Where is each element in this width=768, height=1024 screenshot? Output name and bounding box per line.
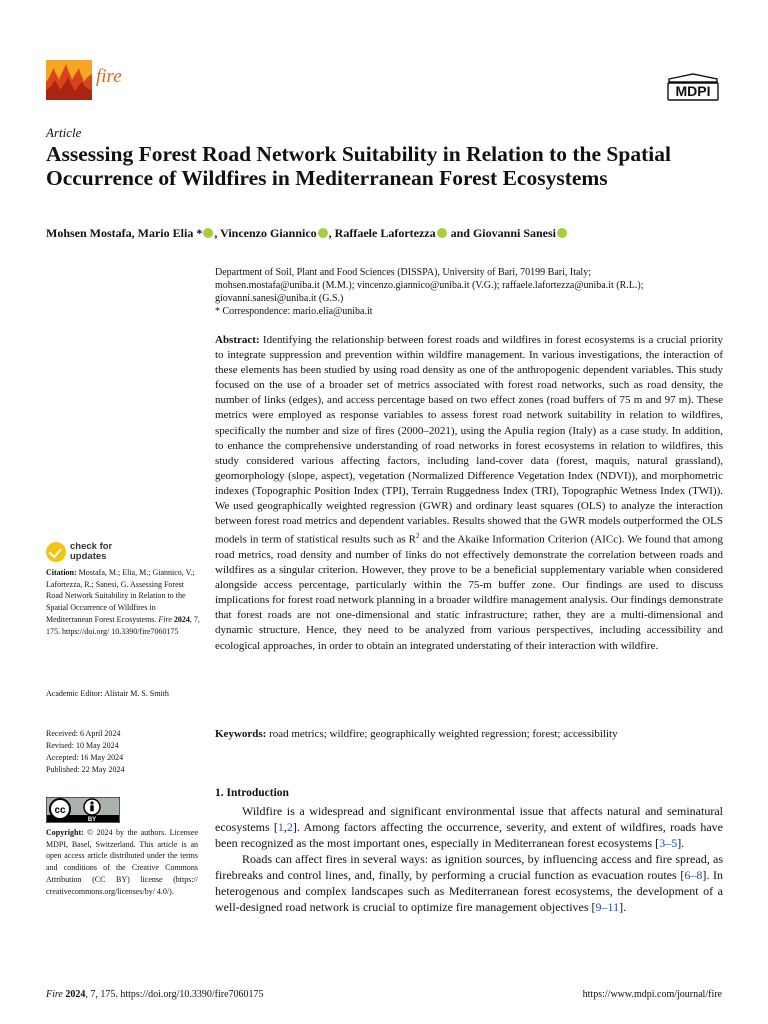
reference-link[interactable]: 1 (277, 820, 284, 834)
published-date: Published: 22 May 2024 (46, 764, 125, 774)
check-updates-icon (46, 542, 66, 562)
author-group-4: and Giovanni Sanesi (447, 226, 556, 240)
text: , (283, 820, 287, 834)
orcid-icon[interactable] (437, 228, 447, 238)
citation-label: Citation: (46, 568, 77, 577)
reference-link[interactable]: 2 (286, 820, 293, 834)
copyright-block (46, 827, 198, 897)
fire-journal-logo (46, 60, 92, 100)
keywords-text: road metrics; wildfire; geographically weighted regression; forest; accessibility (266, 728, 618, 740)
journal-name: fire (96, 66, 122, 87)
footer-year: 2024 (62, 989, 86, 1000)
email-line: giovanni.sanesi@uniba.it (G.S.) (215, 293, 344, 304)
superscript: 2 (416, 532, 420, 541)
paragraph (215, 851, 723, 915)
reference-link[interactable]: 6–8 (684, 868, 703, 882)
correspondence-line: * Correspondence: mario.elia@uniba.it (215, 306, 373, 317)
orcid-icon[interactable] (557, 228, 567, 238)
revised-date: Revised: 10 May 2024 (46, 740, 119, 750)
article-title: Assessing Forest Road Network Suitability in Relation to the Spatial Occurrence of Wildfires in Mediterranean Forest Ecosystems (46, 142, 671, 190)
keywords-label: Keywords: (215, 728, 267, 740)
author-group-3: , Raffaele Lafortezza (328, 226, 436, 240)
orcid-icon[interactable] (318, 228, 328, 238)
dates-block (46, 728, 202, 776)
by-text: BY (87, 817, 97, 823)
author-list (46, 226, 726, 241)
updates-line: updates (70, 551, 107, 562)
footer-citation (46, 989, 264, 1000)
affiliation-block (215, 266, 725, 318)
mdpi-logo (665, 72, 721, 102)
abstract-label: Abstract: (215, 334, 260, 346)
copyright-label: Copyright: (46, 828, 84, 837)
citation-text: Mostafa, M.; Elia, M.; Giannico, V.; Lafortezza, R.; Sanesi, G. Assessing Forest Road Network Suitability in Relation to the Spatial Occurrence of Wildfires in Mediterranean Forest Ecosystems. (46, 568, 195, 624)
reference-link[interactable]: 3–5 (659, 836, 678, 850)
text: Wildfire is a widespread and significant environmental issue that affects natural and seminatural ecosystems [ (215, 804, 723, 834)
author-group-2: , Vincenzo Giannico (214, 226, 317, 240)
article-type: Article (46, 125, 82, 140)
footer-journal: Fire (46, 989, 63, 1000)
reference-link[interactable]: 9–11 (595, 900, 620, 914)
abstract (215, 333, 723, 654)
paragraph (215, 803, 723, 851)
footer-doi[interactable]: , 7, 175. https://doi.org/10.3390/fire7060175 (85, 989, 264, 1000)
text: Roads can affect fires in several ways: as ignition sources, by influencing access and fire spread, as firebreaks and control lines, and, finally, by performing a crucial function as evacuation routes [ (215, 852, 723, 882)
copyright-text: © 2024 by the authors. Licensee MDPI, Basel, Switzerland. This article is an open access article distributed under the terms and conditions of the Creative Commons Attribution (CC BY) license (https:// creativecommons.org/licenses/by/ 4.0/). (46, 828, 198, 896)
citation-block (46, 567, 202, 637)
svg-text:MDPI: MDPI (675, 83, 711, 99)
affiliation-line: Department of Soil, Plant and Food Sciences (DISSPA), University of Bari, 70199 Bari, Italy; (215, 267, 591, 278)
text: ]. Among factors affecting the occurrence, severity, and extent of wildfires, roads have been recognized as the most important ones, especially in Mediterranean forest ecosystems [ (215, 820, 723, 850)
accepted-date: Accepted: 16 May 2024 (46, 752, 124, 762)
citation-journal: Fire (158, 614, 172, 624)
abstract-text: and the Akaike Information Criterion (AICc). We found that among road metrics, road density and number of links do not effectively demonstrate the correlation between roads and wildfires as a singular criterion. However, they prove to be a beneficial supplementary variable when considered alongside access percentage, particularly within the 75-m buffer zone. Our findings are used to discuss implications for forest road network planning in a broader wildfire management analysis. Our findings demonstrate that forest roads are not one-dimensional and static infrastructure; rather, they are a multi-dimensional and dynamic structure. Hence, they need to be analyzed from various perspectives, including accessibility and ecological approaches, in order to obtain an integrated understating of their interaction with wildfire. (215, 533, 723, 652)
cc-text: cc (54, 805, 66, 816)
footer-journal-url[interactable]: https://www.mdpi.com/journal/fire (582, 989, 722, 1000)
introduction-body (215, 803, 723, 915)
updates-line: check for (70, 541, 113, 552)
citation-year: 2024 (171, 614, 190, 624)
abstract-text: Identifying the relationship between forest roads and wildfires in forest ecosystems is a crucial priority to integrate suppression and prevention within wildfire management. In various investigations, the interaction of these elements has been studied by using road density as one of the anthropogenic dependent variables. This study focused on the use of a broader set of metrics associated with forest road networks, such as road density, the number of links (edges), and access percentage based on two effect zones (road buffers of 75 m and 97 m). These metrics were employed as response variables to assess forest road network suitability in relation to wildfires, specifically the number and size of fires (2000–2021), using the Apulia region (Italy) as a case study. In addition, to enhance the comprehensive understanding of road networks in forest ecosystems in relation to wildfires, this study considered various affecting factors, including land-cover data (forest, maquis, natural grassland), geomorphology (slope, aspect), vegetation (Normalized Difference Vegetation Index (NDVI)), and morphometric indexes (Topographic Position Index (TPI), Terrain Ruggedness Index (TRI), Topographic Wetness Index (TWI)). We used geographically weighted regression (GWR) and ordinary least squares (OLS) to analyze the interaction between forest road metrics and dependent variables. Results showed that the GWR models outperformed the OLS models in term of statistical results such as R (215, 334, 723, 546)
text: ]. (677, 836, 685, 850)
orcid-icon[interactable] (203, 228, 213, 238)
text: ]. (619, 900, 627, 914)
check-for-updates-badge[interactable] (46, 542, 166, 564)
cc-by-license-icon[interactable] (46, 797, 120, 823)
section-heading: 1. Introduction (215, 787, 289, 799)
email-line: mohsen.mostafa@uniba.it (M.M.); vincenzo.giannico@uniba.it (V.G.); raffaele.lafortezza@uniba.it (R.L.); (215, 280, 644, 291)
academic-editor: Academic Editor: Alistair M. S. Smith (46, 689, 169, 698)
received-date: Received: 6 April 2024 (46, 729, 121, 738)
keywords (215, 727, 723, 742)
text: ]. In heterogenous and complex landscapes such as Mediterranean forest ecosystems, the development of a well-designed road network is crucial to optimize fire management objectives [ (215, 868, 723, 914)
citation-doi[interactable]: , 7, 175. https://doi.org/ 10.3390/fire7060175 (46, 614, 200, 636)
author-group-1: Mohsen Mostafa, Mario Elia * (46, 226, 203, 240)
